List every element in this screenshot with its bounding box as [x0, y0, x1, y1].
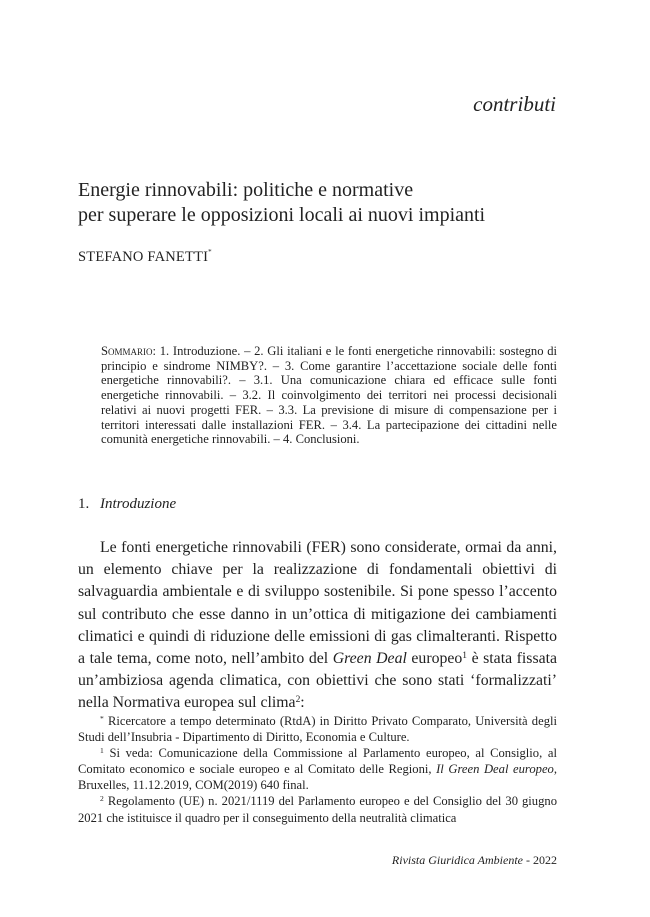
table-of-contents-summary [101, 344, 557, 447]
footnote-text: Regolamento (UE) n. 2021/1119 del Parlamento europeo e del Consiglio del 30 giugno 2021 che istituisce il quadro per il conseguimento della neutralità climatica [78, 794, 557, 825]
footnote-1 [78, 745, 557, 793]
paragraph-text: europeo [406, 650, 463, 668]
section-number: 1. [78, 496, 90, 512]
section-heading [78, 496, 176, 513]
footnote-ref-2: 2 [295, 695, 301, 706]
author [78, 248, 212, 266]
footnote-2 [78, 793, 557, 825]
footnote-text: Si veda: Comunicazione della Commissione al Parlamento europeo, al Consiglio, al Comitato economico e sociale europeo e al Comitato delle Regioni, [78, 746, 557, 777]
journal-name: Rivista Giuridica Ambiente [391, 853, 523, 867]
section-label: contributi [473, 92, 556, 116]
footer-separator: - [523, 853, 533, 867]
footnote-author [78, 713, 557, 745]
summary-label: Sommario [101, 344, 153, 358]
article-title [78, 178, 578, 228]
paragraph [78, 537, 557, 715]
summary-text: : 1. Introduzione. – 2. Gli italiani e le fonti energetiche rinnovabili: sostegno di principio e sindrome NIMBY?. – 3. Come garantire l’accettazione sociale delle fonti energetiche rinnovabili?. – 3.1. Una comunicazione chiara ed efficace sulle fonti energetiche rinnovabili. – 3.2. Il coinvolgimento dei territori nei processi decisionali relativi ai nuovi progetti FER. – 3.3. La previsione di misure di compensazione per i territori interessati dalle installazioni FER. – 3.4. La partecipazione dei cittadini nelle comunità energetiche rinnovabili. – 4. Conclusioni. [101, 344, 557, 447]
paragraph-text: : [300, 694, 305, 712]
author-footnote-mark: * [208, 248, 212, 256]
paragraph-italic-term: Green Deal [332, 650, 407, 668]
footnote-mark: 2 [100, 794, 104, 804]
paragraph-text: è stata fissata un’ambiziosa agenda climatica, con obiettivi che sono stati ‘formalizzati’ nella Normativa europea sul clima [78, 650, 558, 712]
paragraph-text: Le fonti energetiche rinnovabili (FER) sono considerate, ormai da anni, un elemento chiave per la realizzazione di fondamentali obiettivi di salvaguardia ambientale e di sviluppo sostenibile. Si pone spesso l’accento sul contributo che esse danno in un’ottica di mitigazione dei cambiamenti climatici e quindi di riduzione delle emissioni di gas climalteranti. Rispetto a tale tema, come noto, nell’ambito del [78, 539, 557, 668]
journal-year: 2022 [533, 853, 557, 867]
author-name: STEFANO FANETTI [78, 249, 209, 265]
footnotes [78, 713, 557, 826]
article-title-line-2: per superare le opposizioni locali ai nuovi impianti [78, 204, 486, 226]
footnote-italic-title: Il Green Deal europeo [436, 762, 554, 777]
footnote-ref-1: 1 [462, 650, 468, 661]
body-text [78, 537, 557, 715]
footnote-text: , Bruxelles, 11.12.2019, COM(2019) 640 final. [78, 762, 557, 793]
footnote-text: Ricercatore a tempo determinato (RtdA) in Diritto Privato Comparato, Università degli Studi dell’Insubria - Dipartimento di Diritto, Economia e Culture. [78, 714, 557, 745]
article-title-line-1: Energie rinnovabili: politiche e normative [78, 179, 414, 201]
section-title: Introduzione [100, 496, 177, 512]
footnote-mark: * [100, 713, 104, 723]
footnote-mark: 1 [100, 746, 104, 756]
page-footer [392, 853, 557, 868]
